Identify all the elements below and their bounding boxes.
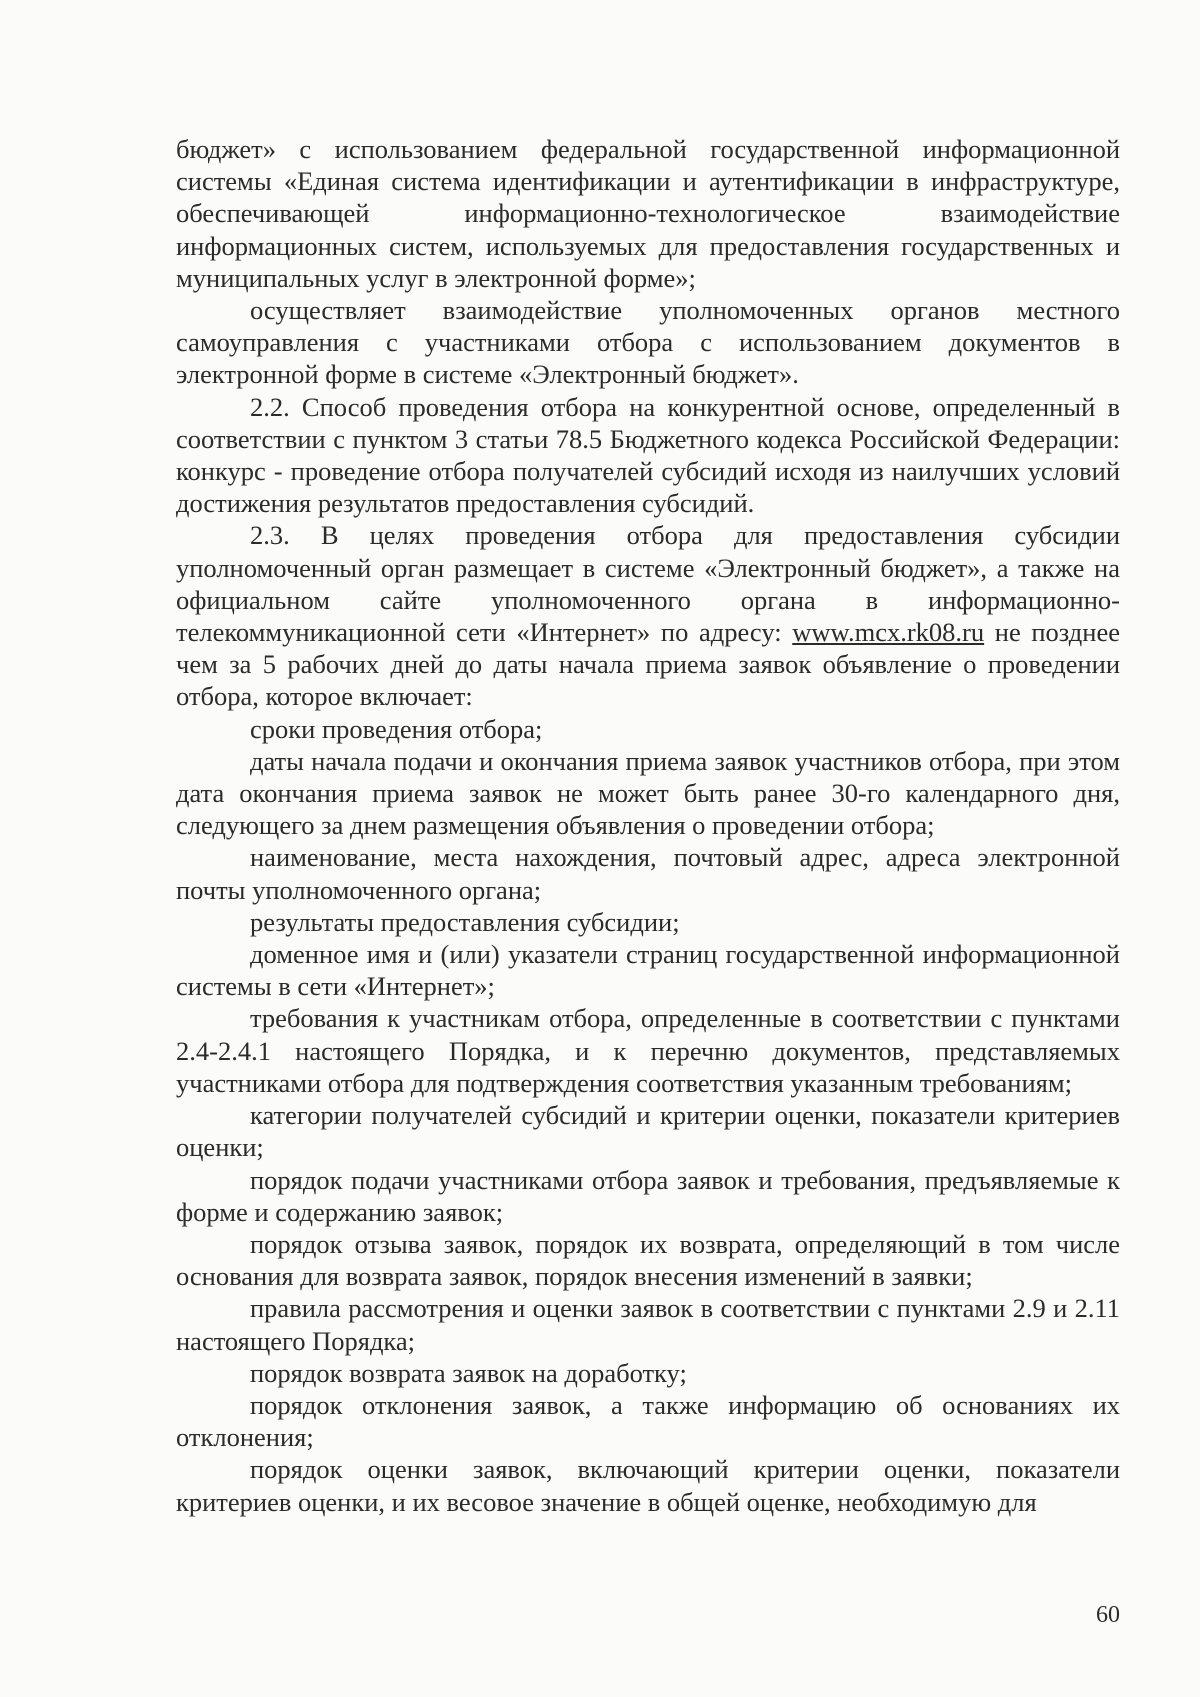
paragraph-2-3 (176, 519, 1120, 712)
list-item-recipient-categories: категории получателей субсидий и критерии оценки, показатели критериев оценки; (176, 1100, 1120, 1163)
paragraph-2-2: 2.2. Способ проведения отбора на конкурентной основе, определенный в соответствии с пунктом 3 статьи 78.5 Бюджетного кодекса Российской Федерации: конкурс - проведение отбора получателей субсидий исходя из наилучших условий достижения результатов предоставления субсидий. (176, 391, 1120, 519)
list-item-application-dates: даты начала подачи и окончания приема заявок участников отбора, при этом дата окончания приема заявок не может быть ранее 30-го календарного дня, следующего за днем размещения объявления о проведении отбора; (176, 745, 1120, 841)
list-item-return-for-revision: порядок возврата заявок на доработку; (250, 1357, 687, 1388)
page-number: 60 (1096, 1602, 1120, 1628)
list-item-domain-name: доменное имя и (или) указатели страниц государственной информационной системы в сети «Интернет»; (176, 939, 1120, 1002)
document-body (176, 133, 1120, 1518)
list-item-rejection-procedure: порядок отклонения заявок, а также информацию об основаниях их отклонения; (176, 1389, 1120, 1453)
list-item-authority-address: наименование, места нахождения, почтовый адрес, адреса электронной почты уполномоченного органа; (176, 842, 1120, 905)
list-item-subsidy-results: результаты предоставления субсидии; (250, 906, 680, 937)
list-item-evaluation-procedure: порядок оценки заявок, включающий критерии оценки, показатели критериев оценки, и их весовое значение в общей оценке, необходимую для (176, 1454, 1120, 1517)
list-item-submission-procedure: порядок подачи участниками отбора заявок и требования, предъявляемые к форме и содержанию заявок; (176, 1164, 1120, 1227)
paragraph-2-3-text-after: не позднее чем за 5 рабочих дней до даты начала приема заявок объявление о проведении отбора, которое включает: (176, 617, 1120, 712)
paragraph-interaction: осуществляет взаимодействие уполномоченных органов местного самоуправления с участниками отбора с использованием документов в электронной форме в системе «Электронный бюджет». (176, 295, 1120, 390)
website-link[interactable]: www.mcx.rk08.ru (792, 617, 985, 648)
list-item-review-rules: правила рассмотрения и оценки заявок в соответствии с пунктами 2.9 и 2.11 настоящего Порядка; (176, 1293, 1120, 1356)
list-item-withdrawal-procedure: порядок отзыва заявок, порядок их возврата, определяющий в том числе основания для возврата заявок, порядок внесения изменений в заявки; (176, 1228, 1120, 1292)
paragraph-2-3-text-before: 2.3. В целях проведения отбора для предоставления субсидии уполномоченный орган размещает в системе «Электронный бюджет», а также на официальном сайте уполномоченного органа в информационно-телекоммуникационной сети «Интернет» по адресу: (176, 520, 1120, 648)
paragraph-budget-continuation: бюджет» с использованием федеральной государственной информационной системы «Единая система идентификации и аутентификации в инфраструктуре, обеспечивающей информационно-технологическое взаимодействие информационных систем, используемых для предоставления государственных и муниципальных услуг в электронной форме»; (176, 134, 1120, 293)
list-item-participant-requirements: требования к участникам отбора, определенные в соответствии с пунктами 2.4-2.4.1 настоящего Порядка, и к перечню документов, представляемых участниками отбора для подтверждения соответствия указанным требованиям; (176, 1003, 1120, 1098)
list-item-selection-terms: сроки проведения отбора; (250, 713, 543, 744)
